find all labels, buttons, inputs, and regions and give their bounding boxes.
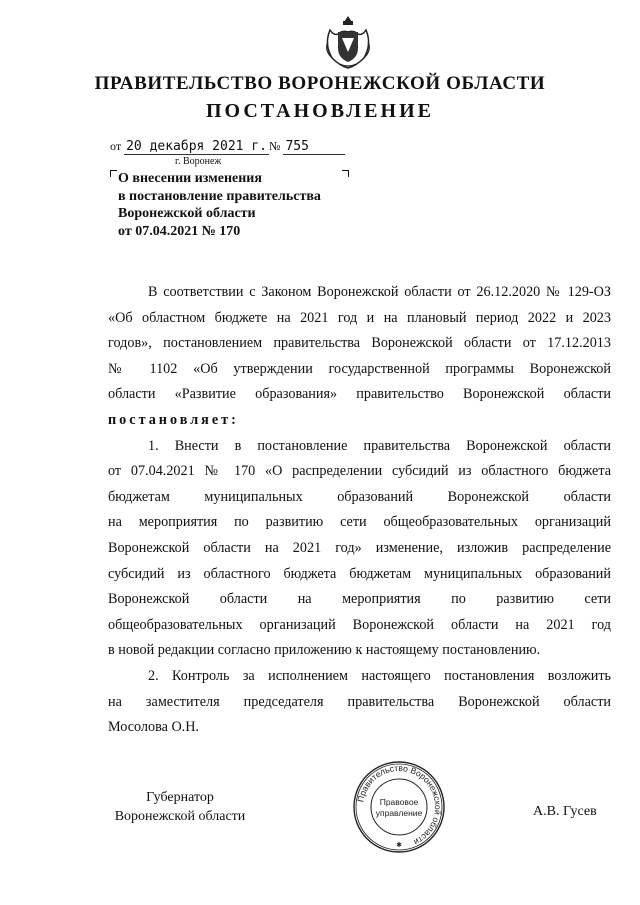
item-1-line: в новой редакции согласно приложению к настоящему постановлению. [108, 642, 541, 659]
signatory-title [110, 788, 250, 826]
item-1-line: субсидий из областного бюджета бюджетам муниципальных образований [108, 565, 611, 582]
item-1-line: Воронежской области на 2021 год» изменение, изложив распределение [108, 539, 611, 556]
stamp-center-line: управление [375, 808, 423, 818]
subject-bracket-left [110, 170, 117, 177]
number-sign: № [268, 139, 281, 153]
resolves-word: постановляет: [108, 411, 239, 428]
subject-bracket-right [342, 170, 349, 177]
preamble-line: годов», постановлением правительства Воронежской области от 17.12.2013 [108, 335, 611, 352]
item-2-line: Мосолова О.Н. [108, 719, 200, 736]
stamp-ring-text: Правительство Воронежской области [355, 762, 444, 848]
preamble-line: «Об областном бюджете на 2021 год и на плановый период 2022 и 2023 [108, 309, 611, 326]
item-1-line: 1. Внести в постановление правительства Воронежской области [148, 437, 611, 454]
signatory-title-line: Губернатор [146, 790, 214, 805]
item-1-line: от 07.04.2021 № 170 «О распределении субсидий из областного бюджета [108, 463, 611, 480]
item-1-line: бюджетам муниципальных образований Воронежской области [108, 488, 611, 505]
preamble-line: В соответствии с Законом Воронежской области от 26.12.2020 № 129-ОЗ [148, 284, 611, 300]
subject [118, 170, 321, 240]
document-number: 755 [283, 140, 345, 155]
signatory-title-line: Воронежской области [114, 809, 246, 824]
stamp-center-line: Правовое [379, 797, 419, 807]
subject-line: Воронежской области [118, 206, 256, 221]
document-date: 20 декабря 2021 г. [126, 139, 267, 154]
city: г. Воронеж [175, 156, 222, 167]
item-1-line: Воронежской области на мероприятия по развитию сети [108, 591, 611, 608]
subject-line: О внесении изменения [118, 171, 262, 186]
government-name: ПРАВИТЕЛЬСТВО ВОРОНЕЖСКОЙ ОБЛАСТИ [94, 73, 546, 94]
dateline [110, 139, 345, 155]
stamp-star-icon: ✱ [396, 841, 402, 849]
document-type: ПОСТАНОВЛЕНИЕ [206, 100, 434, 122]
item-2-line: на заместителя председателя правительства Воронежской области [108, 693, 611, 710]
preamble-line: области «Развитие образования» правительство Воронежской области [108, 386, 611, 403]
document-body [108, 280, 611, 741]
voronezh-coat-of-arms-icon [322, 12, 374, 70]
date-prefix: от [110, 139, 122, 153]
official-stamp [352, 760, 446, 854]
item-2-line: 2. Контроль за исполнением настоящего постановления возложить [148, 667, 611, 684]
preamble-line: № 1102 «Об утверждении государственной программы Воронежской [108, 360, 611, 377]
item-1-line: на мероприятия по развитию сети общеобразовательных организаций [108, 514, 611, 531]
subject-line: в постановление правительства [118, 188, 321, 204]
subject-line: от 07.04.2021 № 170 [118, 223, 241, 239]
signatory-name: А.В. Гусев [533, 804, 597, 819]
item-1-line: общеобразовательных организаций Воронежской области на 2021 год [108, 616, 611, 633]
